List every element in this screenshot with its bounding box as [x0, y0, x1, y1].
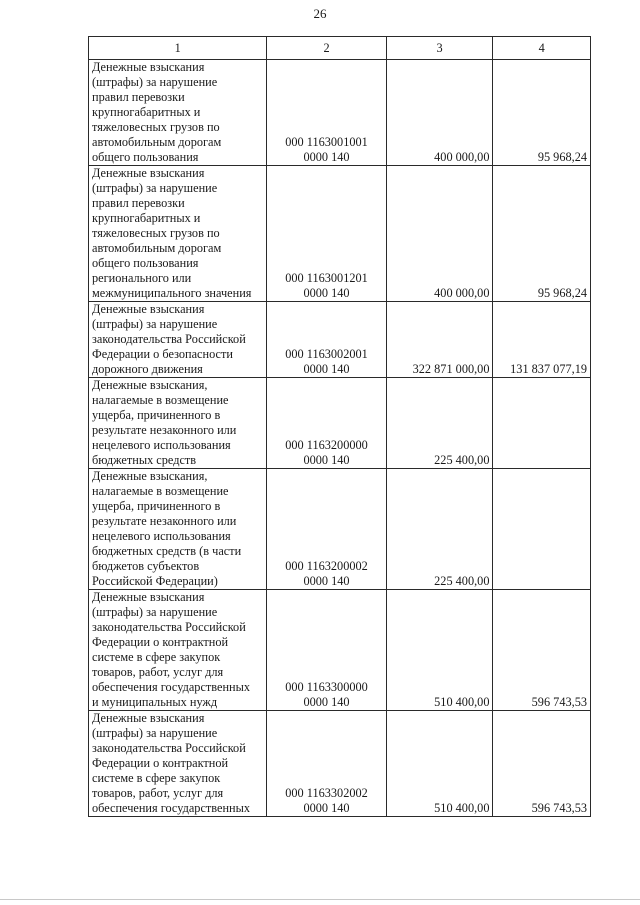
header-col-1: 1 [89, 37, 267, 60]
page-number: 26 [313, 6, 327, 21]
row-name: Денежные взыскания, налагаемые в возмещение ущерба, причиненного в результате незаконного или нецелевого использования бюджетных средств (в части бюджетов субъектов Российской Федерации) [89, 469, 267, 590]
row-fact [493, 378, 591, 469]
table-row [89, 60, 591, 166]
row-code: 000 1163302002 0000 140 [267, 711, 386, 817]
header-col-3: 3 [386, 37, 493, 60]
row-plan: 322 871 000,00 [386, 302, 493, 378]
table-row [89, 590, 591, 711]
scan-edge-line [0, 899, 640, 900]
row-code: 000 1163200002 0000 140 [267, 469, 386, 590]
row-fact [493, 469, 591, 590]
row-code: 000 1163002001 0000 140 [267, 302, 386, 378]
row-code: 000 1163300000 0000 140 [267, 590, 386, 711]
header-row [89, 37, 591, 60]
row-fact: 131 837 077,19 [493, 302, 591, 378]
table-header [89, 37, 591, 60]
row-plan: 225 400,00 [386, 378, 493, 469]
table-body [89, 60, 591, 817]
row-plan: 510 400,00 [386, 590, 493, 711]
row-code: 000 1163001001 0000 140 [267, 60, 386, 166]
header-col-4: 4 [493, 37, 591, 60]
row-name: Денежные взыскания, налагаемые в возмещение ущерба, причиненного в результате незаконного или нецелевого использования бюджетных средств [89, 378, 267, 469]
revenue-table [88, 36, 591, 817]
table-row [89, 166, 591, 302]
table-row [89, 469, 591, 590]
row-plan: 510 400,00 [386, 711, 493, 817]
row-name: Денежные взыскания (штрафы) за нарушение законодательства Российской Федерации о контрактной системе в сфере закупок товаров, работ, услуг для обеспечения государственных и муниципальных нужд [89, 590, 267, 711]
row-name: Денежные взыскания (штрафы) за нарушение законодательства Российской Федерации о безопасности дорожного движения [89, 302, 267, 378]
row-code: 000 1163001201 0000 140 [267, 166, 386, 302]
row-plan: 400 000,00 [386, 166, 493, 302]
row-name: Денежные взыскания (штрафы) за нарушение законодательства Российской Федерации о контрактной системе в сфере закупок товаров, работ, услуг для обеспечения государственных [89, 711, 267, 817]
row-fact: 95 968,24 [493, 166, 591, 302]
row-code: 000 1163200000 0000 140 [267, 378, 386, 469]
row-name: Денежные взыскания (штрафы) за нарушение правил перевозки крупногабаритных и тяжеловесных грузов по автомобильным дорогам общего пользования [89, 60, 267, 166]
row-plan: 225 400,00 [386, 469, 493, 590]
row-name: Денежные взыскания (штрафы) за нарушение правил перевозки крупногабаритных и тяжеловесных грузов по автомобильным дорогам общего пользования регионального или межмуниципального значения [89, 166, 267, 302]
row-plan: 400 000,00 [386, 60, 493, 166]
row-fact: 596 743,53 [493, 590, 591, 711]
row-fact: 95 968,24 [493, 60, 591, 166]
table-row [89, 711, 591, 817]
table-row [89, 378, 591, 469]
table-row [89, 302, 591, 378]
row-fact: 596 743,53 [493, 711, 591, 817]
header-col-2: 2 [267, 37, 386, 60]
